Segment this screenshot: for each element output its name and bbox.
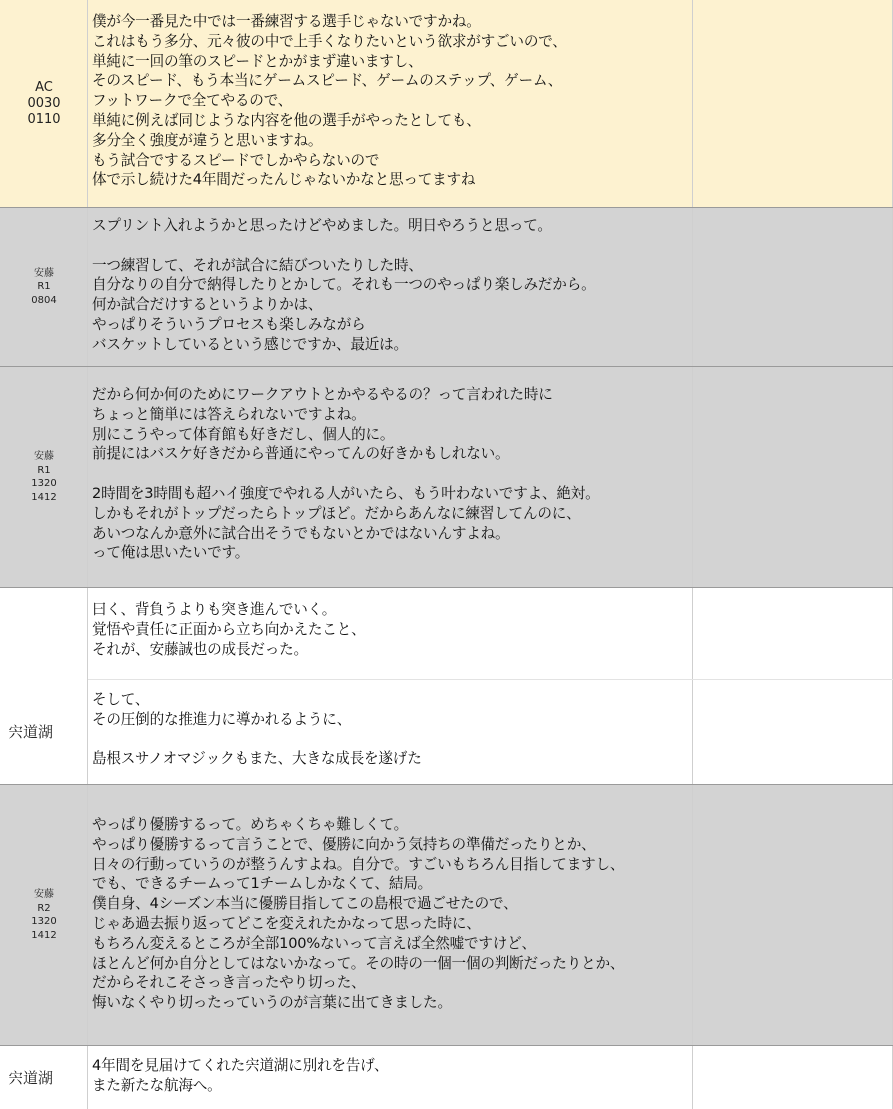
row-divider — [0, 366, 893, 367]
row-text-cell: 曰く、背負うよりも突き進んでいく。 覚悟や責任に正面から立ち向かえたこと、 それが、安藤誠也の成長だった。 — [92, 601, 366, 658]
table-row[interactable] — [0, 785, 893, 1045]
table-row[interactable] — [0, 680, 893, 784]
column-divider — [87, 0, 88, 1109]
row-label-cell: 安藤 R1 1320 1412 — [31, 451, 57, 503]
row-text-cell: 4年間を見届けてくれた宍道湖に別れを告げ、 また新たな航海へ。 — [92, 1057, 389, 1094]
row-label-cell: 宍道湖 — [8, 723, 54, 741]
row-divider — [0, 587, 893, 588]
row-label-cell: AC 0030 0110 — [27, 79, 61, 127]
table-row[interactable] — [0, 367, 893, 587]
table-row[interactable] — [0, 0, 893, 207]
row-label-cell: 宍道湖 — [8, 1068, 54, 1087]
row-text-cell: だから何か何のためにワークアウトとかやるやるの？って言われた時に ちょっと簡単には答えられないですよね。 別にこうやって体育館も好きだし、個人的に。 前提にはバスケ好きだから普通にやってんの好きかもしれない。 2時間を3時間も超ハイ強度でやれる人がいたら、もう叶わないですよ、絶対。 しかもそれがトップだったらトップほど。だからあんなに練習してんのに、 あいつなんか意外に試合出そうでもないとかではないんすよね。 って俺は思いたいです。 — [92, 386, 600, 562]
table-row[interactable] — [0, 588, 893, 679]
row-label-cell: 安藤 R2 1320 1412 — [31, 889, 57, 941]
row-label-cell: 安藤 R1 0804 — [31, 267, 57, 306]
row-divider — [0, 1045, 893, 1046]
row-label-cell — [0, 588, 88, 679]
row-divider — [0, 784, 893, 785]
row-text-cell: 僕が今一番見た中では一番練習する選手じゃないですかね。 これはもう多分、元々彼の中で上手くなりたいという欲求がすごいので、 単純に一回の筆のスピードとかがまず違いますし、 そのスピード、もう本当にゲームスピード、ゲームのステップ、ゲーム、 フットワークで全てやるので、 単純に例えば同じような内容を他の選手がやったとしても、 多分全く強度が違うと思いますね。 もう試合でするスピードでしかやらないので 体で示し続けた4年間だったんじゃないかなと思ってますね — [92, 13, 567, 189]
row-text-cell: スプリント入れようかと思ったけどやめました。明日やろうと思って。 一つ練習して、それが試合に結びついたりした時、 自分なりの自分で納得したりとかして。それも一つのやっぱり楽しみだから。 何か試合だけするというよりかは、 やっぱりそういうプロセスも楽しみながら バスケットしているという感じですか、最近は。 — [92, 217, 596, 353]
row-divider — [88, 679, 893, 680]
table-row[interactable] — [0, 1046, 893, 1109]
row-text-cell: そして、 その圧倒的な推進力に導かれるように、 島根スサノオマジックもまた、大きな成長を遂げた — [92, 691, 422, 768]
column-divider — [692, 0, 693, 1109]
row-divider — [0, 207, 893, 208]
table-row[interactable] — [0, 208, 893, 366]
row-text-cell: やっぱり優勝するって。めちゃくちゃ難しくて。 やっぱり優勝するって言うことで、優勝に向かう気持ちの準備だったりとか、 日々の行動っていうのが整うんすよね。自分で。すごいもちろん目指してますし、 でも、できるチームって1チームしかなくて、結局。 僕自身、4シーズン本当に優勝目指してこの島根で過ごせたので、 じゃあ過去振り返ってどこを変えれたかなって思った時に、 もちろん変えるところが全部100%ないって言えば全然嘘ですけど、 ほとんど何か自分としてはないかなって。その時の一個一個の判断だったりとか、 だからそれこそさっき言ったやり切った、 悔いなくやり切ったっていうのが言葉に出てきました。 — [92, 816, 625, 1012]
